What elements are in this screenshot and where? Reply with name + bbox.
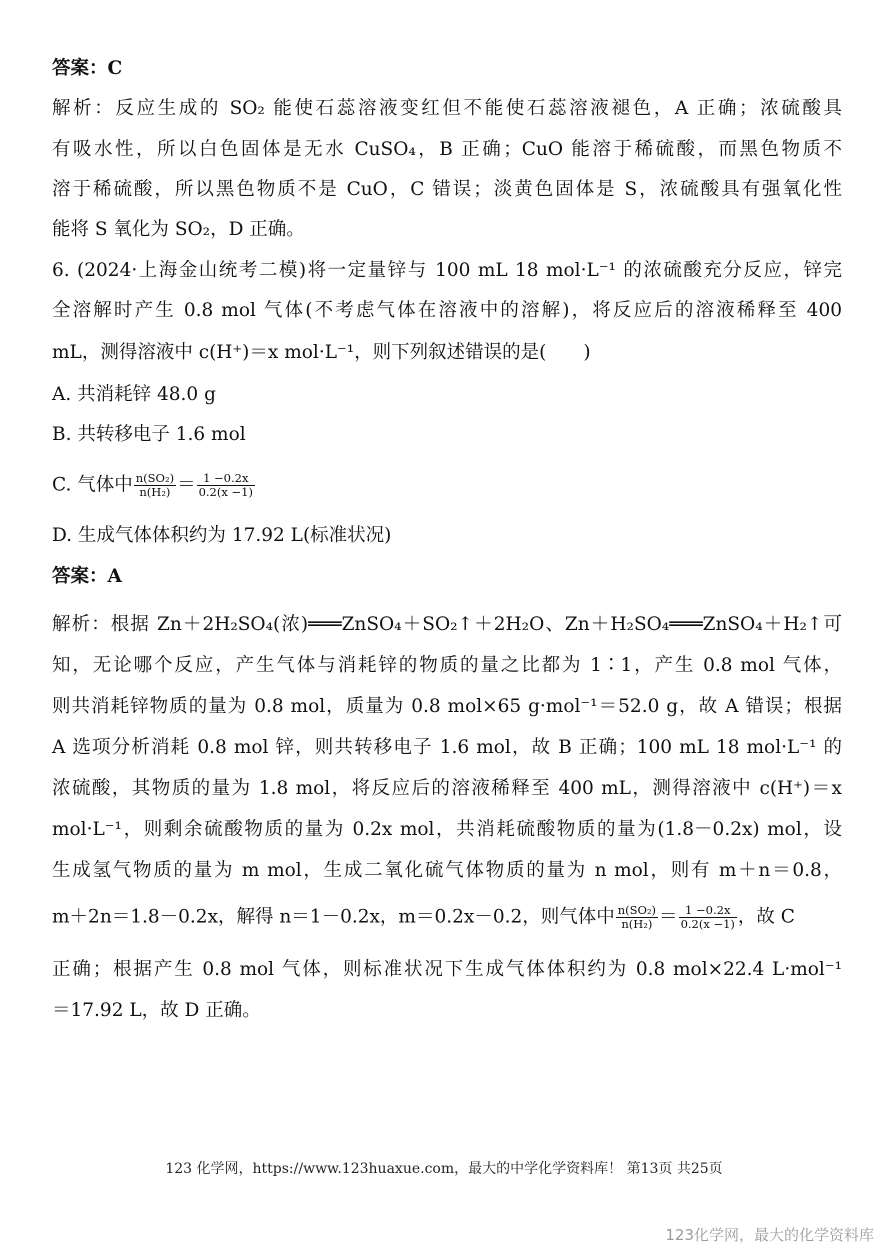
explanation-1-line-3: 溶于稀硫酸，所以黑色物质不是 CuO，C 错误；淡黄色固体是 S，浓硫酸具有强氧化性 bbox=[52, 179, 842, 200]
answer-label: 答案： bbox=[52, 58, 108, 79]
fraction-gas-ratio: $\frac{\text{n(SO₂)}}{\text{n(H₂)}}$ bbox=[135, 471, 175, 499]
explanation-2-line-9: 正确；根据产生 0.8 mol 气体，则标准状况下生成气体体积约为 0.8 mol×22.4 L·mol⁻¹ bbox=[52, 959, 842, 980]
explanation-2-line-2: 知，无论哪个反应，产生气体与消耗锌的物质的量之比都为 1∶1，产生 0.8 mol 气体， bbox=[52, 655, 842, 676]
question-line-1: 6. (2024·上海金山统考二模)将一定量锌与 100 mL 18 mol·L⁻¹ 的浓硫酸充分反应，锌完 bbox=[52, 260, 842, 281]
explanation-2-line-1: 解析：根据 Zn＋2H₂SO₄(浓)═══ZnSO₄＋SO₂↑＋2H₂O、Zn＋H₂SO₄═══ZnSO₄＋H₂↑可 bbox=[52, 614, 842, 635]
question-line-3: mL，测得溶液中 c(H⁺)＝x mol·L⁻¹，则下列叙述错误的是( ) bbox=[52, 342, 591, 363]
explanation-2-line-3: 则共消耗锌物质的量为 0.8 mol，质量为 0.8 mol×65 g·mol⁻¹＝52.0 g，故 A 错误；根据 bbox=[52, 696, 842, 717]
option-c: C. 气体中 $\frac{\text{n(SO₂)}}{\text{n(H₂)}}$ ＝ $\frac{1 -0.2x}{0.2(x -1)}$ bbox=[52, 471, 253, 499]
explanation-1-line-2: 有吸水性，所以白色固体是无水 CuSO₄，B 正确；CuO 能溶于稀硫酸，而黑色物质不 bbox=[52, 139, 842, 160]
explanation-1-line-4: 能将 S 氧化为 SO₂，D 正确。 bbox=[52, 219, 305, 240]
fraction-value: $\frac{1 -0.2x}{0.2(x -1)}$ bbox=[680, 903, 735, 931]
question-line-2: 全溶解时产生 0.8 mol 气体(不考虑气体在溶液中的溶解)，将反应后的溶液稀释至 400 bbox=[52, 300, 842, 321]
fraction-gas-ratio: $\frac{\text{n(SO₂)}}{\text{n(H₂)}}$ bbox=[617, 903, 657, 931]
page-footer: 123 化学网，https://www.123huaxue.com，最大的中学化学资料库！ 第13页 共25页 bbox=[165, 1161, 723, 1177]
answer-line-1 bbox=[52, 56, 842, 82]
explanation-2-line-8: m＋2n＝1.8－0.2x，解得 n＝1－0.2x，m＝0.2x－0.2，则气体中 $\frac{\text{n(SO₂)}}{\text{n(H₂)}}$ ＝ $\frac{1 -0.2x}{0.2(x -1)}$ ，故 C bbox=[52, 903, 795, 931]
option-b: B. 共转移电子 1.6 mol bbox=[52, 424, 246, 445]
answer-value: C bbox=[107, 58, 123, 79]
explanation-1-line-1: 解析：反应生成的 SO₂ 能使石蕊溶液变红但不能使石蕊溶液褪色，A 正确；浓硫酸具 bbox=[52, 98, 842, 119]
explanation-2-line-7: 生成氢气物质的量为 m mol，生成二氧化硫气体物质的量为 n mol，则有 m＋n＝0.8， bbox=[52, 860, 842, 881]
explanation-2-line-5: 浓硫酸，其物质的量为 1.8 mol，将反应后的溶液稀释至 400 mL，测得溶液中 c(H⁺)＝x bbox=[52, 778, 842, 799]
answer-value: A bbox=[107, 566, 122, 587]
answer-label: 答案： bbox=[52, 566, 108, 587]
explanation-2-line-4: A 选项分析消耗 0.8 mol 锌，则共转移电子 1.6 mol，故 B 正确；100 mL 18 mol·L⁻¹ 的 bbox=[52, 737, 842, 758]
watermark: 123化学网，最大的化学资料库 bbox=[665, 1226, 874, 1244]
explanation-2-line-10: ＝17.92 L，故 D 正确。 bbox=[52, 1000, 261, 1021]
option-d: D. 生成气体体积约为 17.92 L(标准状况) bbox=[52, 525, 392, 546]
fraction-value: $\frac{1 -0.2x}{0.2(x -1)}$ bbox=[198, 471, 253, 499]
option-a: A. 共消耗锌 48.0 g bbox=[52, 384, 216, 405]
option-c-prefix: C. 气体中 bbox=[52, 474, 133, 496]
explanation-2-line-6: mol·L⁻¹，则剩余硫酸物质的量为 0.2x mol，共消耗硫酸物质的量为(1.8－0.2x) mol，设 bbox=[52, 819, 842, 840]
answer-line-2 bbox=[52, 564, 842, 590]
